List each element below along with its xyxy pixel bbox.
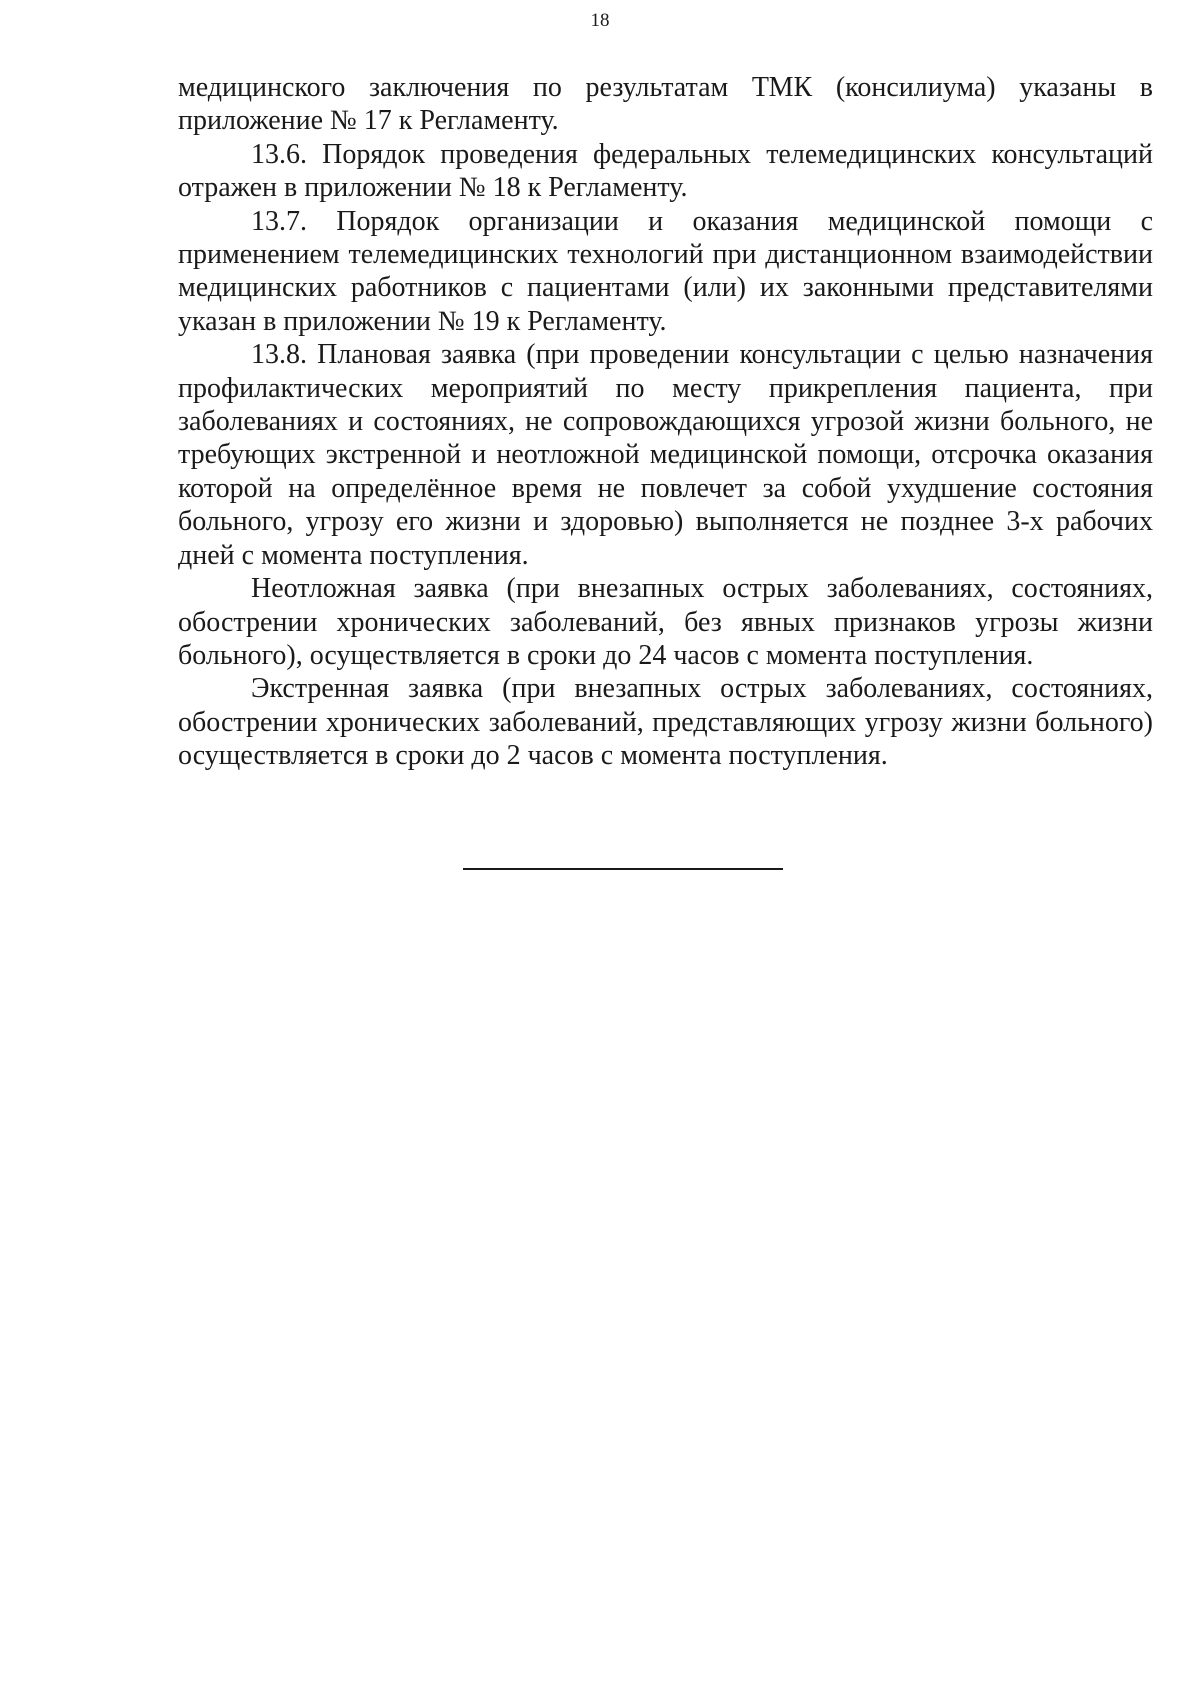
paragraph-13-8: 13.8. Плановая заявка (при проведении консультации с целью назначения профилактических мероприятий по месту прикрепления пациента, при заболеваниях и состояниях, не сопровождающихся угрозой жизни больного, не требующих экстренной и неотложной медицинской помощи, отсрочка оказания которой на определённое время не повлечет за собой ухудшение состояния больного, угрозу его жизни и здоровью) выполняется не позднее 3-х рабочих дней с момента поступления. bbox=[178, 339, 1153, 571]
paragraph-continuation: медицинского заключения по результатам ТМК (консилиума) указаны в приложение № 17 к Регламенту. bbox=[178, 72, 1153, 137]
paragraph-urgent-request: Неотложная заявка (при внезапных острых заболеваниях, состояниях, обострении хронических заболеваний, без явных признаков угрозы жизни больного), осуществляется в сроки до 24 часов с момента поступления. bbox=[178, 573, 1153, 671]
paragraph-13-7: 13.7. Порядок организации и оказания медицинской помощи с применением телемедицинских технологий при дистанционном взаимодействии медицинских работников с пациентами (или) их законными представителями указан в приложении № 19 к Регламенту. bbox=[178, 205, 1153, 337]
paragraph-13-6: 13.6. Порядок проведения федеральных телемедицинских консультаций отражен в приложении № 18 к Регламенту. bbox=[178, 138, 1153, 204]
document-body bbox=[178, 71, 1153, 773]
paragraph-emergency-request: Экстренная заявка (при внезапных острых заболеваниях, состояниях, обострении хронических заболеваний, представляющих угрозу жизни больного) осуществляется в сроки до 2 часов с момента поступления. bbox=[178, 673, 1153, 772]
page-number: 18 bbox=[590, 10, 610, 31]
end-of-document-line bbox=[463, 868, 783, 870]
